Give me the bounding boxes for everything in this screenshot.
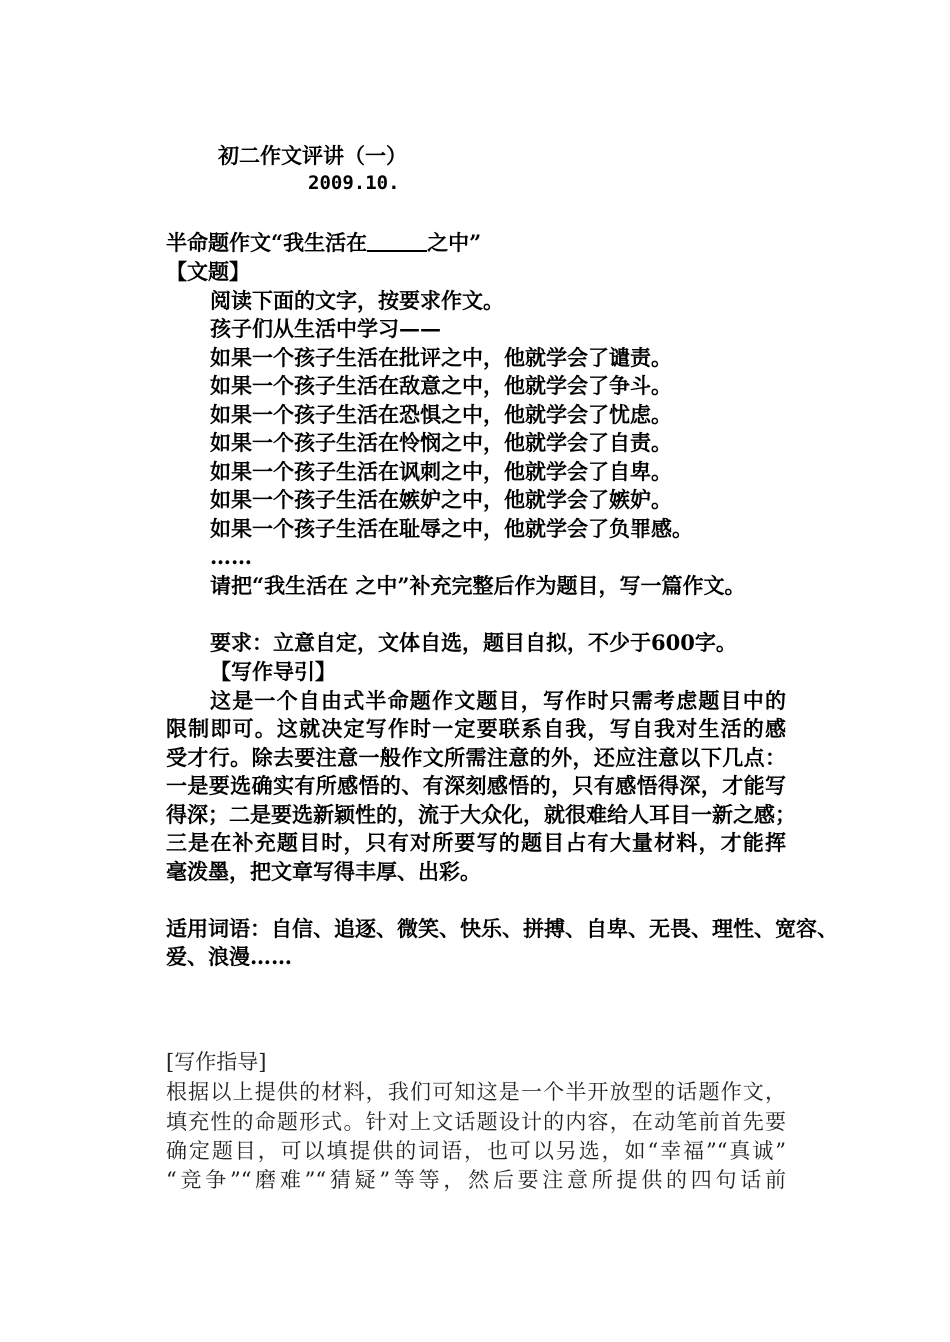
guide-line: 三是在补充题目时，只有对所要写的题目占有大量材料，才能挥 bbox=[166, 830, 786, 855]
poem-line: 如果一个孩子生活在恐惧之中，他就学会了忧虑。 bbox=[210, 402, 672, 427]
section-guide: 【写作导引】 bbox=[210, 659, 336, 684]
guide-line: 这是一个自由式半命题作文题目，写作时只需考虑题目中的 bbox=[210, 688, 786, 713]
topic-prefix: 半命题作文“我生活在 bbox=[166, 230, 368, 255]
guide-line: 一是要选确实有所感悟的、有深刻感悟的，只有感悟得深，才能写 bbox=[166, 773, 786, 798]
guide-line: 限制即可。这就决定写作时一定要联系自我，写自我对生活的感 bbox=[166, 716, 786, 741]
poem-line: 如果一个孩子生活在敌意之中，他就学会了争斗。 bbox=[210, 373, 672, 398]
guide-line: 得深；二是要选新颖性的，流于大众化，就很难给人耳目一新之感； bbox=[166, 802, 796, 827]
section-wenti: 【文题】 bbox=[166, 259, 250, 284]
poem-line: 如果一个孩子生活在讽刺之中，他就学会了自卑。 bbox=[210, 459, 672, 484]
doc-title: 初二作文评讲（一） bbox=[218, 143, 407, 168]
topic-suffix: 之中” bbox=[427, 230, 482, 255]
words-line: 适用词语：自信、追逐、微笑、快乐、拼搏、自卑、无畏、理性、宽容、 bbox=[166, 916, 838, 941]
poem-line: 如果一个孩子生活在嫉妒之中，他就学会了嫉妒。 bbox=[210, 487, 672, 512]
guidance-line: 确定题目，可以填提供的词语，也可以另选，如“幸福”“真诚” bbox=[166, 1139, 786, 1163]
poem-line: 如果一个孩子生活在怜悯之中，他就学会了自责。 bbox=[210, 430, 672, 455]
section-guidance: [写作指导] bbox=[166, 1050, 267, 1074]
doc-date: 2009.10. bbox=[308, 172, 400, 194]
guidance-line: 根据以上提供的材料，我们可知这是一个半开放型的话题作文， bbox=[166, 1080, 786, 1104]
requirement-line: 要求：立意自定，文体自选，题目自拟，不少于600字。 bbox=[210, 630, 737, 655]
poem-line: 如果一个孩子生活在批评之中，他就学会了谴责。 bbox=[210, 345, 672, 370]
guidance-line: “竞争”“磨难”“猜疑”等等，然后要注意所提供的四句话前 bbox=[166, 1168, 786, 1192]
guide-line: 毫泼墨，把文章写得丰厚、出彩。 bbox=[166, 859, 481, 884]
words-line: 爱、浪漫…… bbox=[166, 944, 292, 969]
intro-line-1: 阅读下面的文字，按要求作文。 bbox=[210, 288, 504, 313]
guide-line: 受才行。除去要注意一般作文所需注意的外，还应注意以下几点： bbox=[166, 745, 786, 770]
guidance-line: 填充性的命题形式。针对上文话题设计的内容，在动笔前首先要 bbox=[166, 1110, 786, 1134]
poem-ellipsis: …… bbox=[210, 544, 252, 569]
poem-line: 如果一个孩子生活在耻辱之中，他就学会了负罪感。 bbox=[210, 516, 693, 541]
prompt-line: 请把“我生活在 之中”补充完整后作为题目，写一篇作文。 bbox=[210, 573, 746, 598]
topic-blank bbox=[367, 232, 427, 252]
intro-line-2: 孩子们从生活中学习—— bbox=[210, 316, 441, 341]
topic-line bbox=[166, 232, 481, 253]
